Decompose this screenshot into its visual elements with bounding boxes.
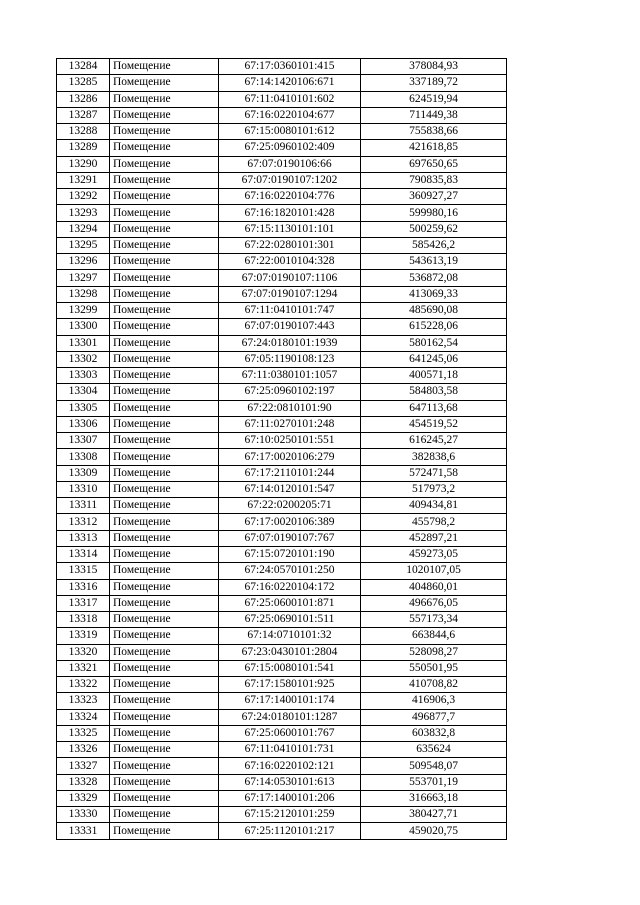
- table-row: [57, 546, 507, 562]
- row-number-cell: 13324: [57, 709, 110, 725]
- cadastral-value-cell: 360927,27: [361, 189, 507, 205]
- object-type-cell: Помещение: [110, 677, 219, 693]
- object-type-cell: Помещение: [110, 237, 219, 253]
- table-row: [57, 823, 507, 839]
- row-number-cell: 13311: [57, 498, 110, 514]
- row-number-cell: 13309: [57, 465, 110, 481]
- table-row: [57, 530, 507, 546]
- cadastral-value-cell: 500259,62: [361, 221, 507, 237]
- row-number-cell: 13319: [57, 628, 110, 644]
- cadastral-number-cell: 67:14:1420106:671: [219, 75, 361, 91]
- table-row: [57, 660, 507, 676]
- row-number-cell: 13330: [57, 807, 110, 823]
- object-type-cell: Помещение: [110, 790, 219, 806]
- table-row: [57, 302, 507, 318]
- cadastral-value-cell: 485690,08: [361, 302, 507, 318]
- object-type-cell: Помещение: [110, 107, 219, 123]
- cadastral-number-cell: 67:14:0120101:547: [219, 481, 361, 497]
- cadastral-number-cell: 67:17:0020106:389: [219, 514, 361, 530]
- object-type-cell: Помещение: [110, 286, 219, 302]
- object-type-cell: Помещение: [110, 189, 219, 205]
- object-type-cell: Помещение: [110, 563, 219, 579]
- cadastral-number-cell: 67:16:1820101:428: [219, 205, 361, 221]
- cadastral-value-cell: 635624: [361, 742, 507, 758]
- object-type-cell: Помещение: [110, 481, 219, 497]
- cadastral-number-cell: 67:25:0600101:767: [219, 725, 361, 741]
- table-row: [57, 628, 507, 644]
- cadastral-number-cell: 67:11:0410101:602: [219, 91, 361, 107]
- object-type-cell: Помещение: [110, 758, 219, 774]
- table-row: [57, 384, 507, 400]
- table-row: [57, 319, 507, 335]
- cadastral-value-cell: 641245,06: [361, 351, 507, 367]
- table-row: [57, 124, 507, 140]
- cadastral-value-cell: 663844,6: [361, 628, 507, 644]
- cadastral-value-cell: 557173,34: [361, 612, 507, 628]
- cadastral-number-cell: 67:07:0190107:1106: [219, 270, 361, 286]
- cadastral-number-cell: 67:16:0220104:172: [219, 579, 361, 595]
- row-number-cell: 13303: [57, 368, 110, 384]
- table-row: [57, 449, 507, 465]
- cadastral-number-cell: 67:22:0010104:328: [219, 254, 361, 270]
- object-type-cell: Помещение: [110, 319, 219, 335]
- cadastral-number-cell: 67:17:1400101:174: [219, 693, 361, 709]
- cadastral-value-cell: 624519,94: [361, 91, 507, 107]
- cadastral-number-cell: 67:07:0190107:443: [219, 319, 361, 335]
- table-row: [57, 189, 507, 205]
- row-number-cell: 13285: [57, 75, 110, 91]
- cadastral-value-cell: 584803,58: [361, 384, 507, 400]
- row-number-cell: 13284: [57, 59, 110, 75]
- cadastral-number-cell: 67:24:0570101:250: [219, 563, 361, 579]
- cadastral-number-cell: 67:15:2120101:259: [219, 807, 361, 823]
- row-number-cell: 13291: [57, 172, 110, 188]
- cadastral-value-cell: 599980,16: [361, 205, 507, 221]
- row-number-cell: 13293: [57, 205, 110, 221]
- row-number-cell: 13298: [57, 286, 110, 302]
- row-number-cell: 13300: [57, 319, 110, 335]
- row-number-cell: 13310: [57, 481, 110, 497]
- table-row: [57, 368, 507, 384]
- row-number-cell: 13304: [57, 384, 110, 400]
- table-row: [57, 612, 507, 628]
- cadastral-number-cell: 67:16:0220104:776: [219, 189, 361, 205]
- cadastral-number-cell: 67:14:0710101:32: [219, 628, 361, 644]
- cadastral-value-cell: 452897,21: [361, 530, 507, 546]
- row-number-cell: 13295: [57, 237, 110, 253]
- cadastral-number-cell: 67:10:0250101:551: [219, 433, 361, 449]
- object-type-cell: Помещение: [110, 75, 219, 91]
- table-row: [57, 286, 507, 302]
- cadastral-number-cell: 67:15:0080101:612: [219, 124, 361, 140]
- table-row: [57, 790, 507, 806]
- table-row: [57, 91, 507, 107]
- object-type-cell: Помещение: [110, 449, 219, 465]
- cadastral-value-cell: 316663,18: [361, 790, 507, 806]
- row-number-cell: 13288: [57, 124, 110, 140]
- object-type-cell: Помещение: [110, 774, 219, 790]
- object-type-cell: Помещение: [110, 335, 219, 351]
- object-type-cell: Помещение: [110, 644, 219, 660]
- row-number-cell: 13317: [57, 595, 110, 611]
- table-row: [57, 351, 507, 367]
- cadastral-value-cell: 400571,18: [361, 368, 507, 384]
- cadastral-value-cell: 413069,33: [361, 286, 507, 302]
- table-row: [57, 644, 507, 660]
- table-row: [57, 498, 507, 514]
- row-number-cell: 13327: [57, 758, 110, 774]
- cadastral-value-cell: 585426,2: [361, 237, 507, 253]
- row-number-cell: 13290: [57, 156, 110, 172]
- table-row: [57, 774, 507, 790]
- cadastral-number-cell: 67:15:0720101:190: [219, 546, 361, 562]
- table-row: [57, 75, 507, 91]
- object-type-cell: Помещение: [110, 823, 219, 839]
- row-number-cell: 13299: [57, 302, 110, 318]
- cadastral-number-cell: 67:17:0020106:279: [219, 449, 361, 465]
- object-type-cell: Помещение: [110, 709, 219, 725]
- row-number-cell: 13301: [57, 335, 110, 351]
- row-number-cell: 13331: [57, 823, 110, 839]
- table-row: [57, 221, 507, 237]
- object-type-cell: Помещение: [110, 465, 219, 481]
- cadastral-value-table: [56, 58, 507, 840]
- cadastral-number-cell: 67:17:0360101:415: [219, 59, 361, 75]
- object-type-cell: Помещение: [110, 612, 219, 628]
- object-type-cell: Помещение: [110, 384, 219, 400]
- object-type-cell: Помещение: [110, 205, 219, 221]
- cadastral-value-cell: 528098,27: [361, 644, 507, 660]
- cadastral-number-cell: 67:22:0200205:71: [219, 498, 361, 514]
- cadastral-value-cell: 550501,95: [361, 660, 507, 676]
- object-type-cell: Помещение: [110, 725, 219, 741]
- cadastral-number-cell: 67:07:0190106:66: [219, 156, 361, 172]
- row-number-cell: 13328: [57, 774, 110, 790]
- object-type-cell: Помещение: [110, 514, 219, 530]
- cadastral-number-cell: 67:24:0180101:1939: [219, 335, 361, 351]
- cadastral-value-cell: 697650,65: [361, 156, 507, 172]
- table-row: [57, 807, 507, 823]
- object-type-cell: Помещение: [110, 302, 219, 318]
- table-row: [57, 563, 507, 579]
- table-row: [57, 205, 507, 221]
- cadastral-number-cell: 67:16:0220104:677: [219, 107, 361, 123]
- object-type-cell: Помещение: [110, 660, 219, 676]
- cadastral-value-cell: 337189,72: [361, 75, 507, 91]
- cadastral-value-cell: 454519,52: [361, 416, 507, 432]
- object-type-cell: Помещение: [110, 546, 219, 562]
- cadastral-number-cell: 67:24:0180101:1287: [219, 709, 361, 725]
- cadastral-number-cell: 67:14:0530101:613: [219, 774, 361, 790]
- cadastral-value-cell: 404860,01: [361, 579, 507, 595]
- table-row: [57, 595, 507, 611]
- object-type-cell: Помещение: [110, 628, 219, 644]
- cadastral-number-cell: 67:22:0810101:90: [219, 400, 361, 416]
- table-body: [57, 59, 507, 840]
- table-row: [57, 725, 507, 741]
- cadastral-number-cell: 67:15:1130101:101: [219, 221, 361, 237]
- object-type-cell: Помещение: [110, 579, 219, 595]
- object-type-cell: Помещение: [110, 693, 219, 709]
- cadastral-value-cell: 421618,85: [361, 140, 507, 156]
- cadastral-value-cell: 509548,07: [361, 758, 507, 774]
- cadastral-value-cell: 616245,27: [361, 433, 507, 449]
- table-row: [57, 693, 507, 709]
- cadastral-number-cell: 67:17:1580101:925: [219, 677, 361, 693]
- table-row: [57, 107, 507, 123]
- object-type-cell: Помещение: [110, 807, 219, 823]
- row-number-cell: 13322: [57, 677, 110, 693]
- cadastral-value-cell: 790835,83: [361, 172, 507, 188]
- table-row: [57, 481, 507, 497]
- row-number-cell: 13312: [57, 514, 110, 530]
- cadastral-value-cell: 378084,93: [361, 59, 507, 75]
- table-row: [57, 514, 507, 530]
- cadastral-number-cell: 67:11:0410101:747: [219, 302, 361, 318]
- object-type-cell: Помещение: [110, 351, 219, 367]
- row-number-cell: 13302: [57, 351, 110, 367]
- row-number-cell: 13294: [57, 221, 110, 237]
- cadastral-number-cell: 67:16:0220102:121: [219, 758, 361, 774]
- cadastral-number-cell: 67:25:0960102:409: [219, 140, 361, 156]
- table-row: [57, 742, 507, 758]
- cadastral-value-cell: 553701,19: [361, 774, 507, 790]
- cadastral-value-cell: 603832,8: [361, 725, 507, 741]
- cadastral-value-cell: 409434,81: [361, 498, 507, 514]
- row-number-cell: 13306: [57, 416, 110, 432]
- cadastral-value-cell: 517973,2: [361, 481, 507, 497]
- table-row: [57, 172, 507, 188]
- cadastral-value-cell: 416906,3: [361, 693, 507, 709]
- cadastral-value-cell: 459273,05: [361, 546, 507, 562]
- cadastral-value-cell: 496877,7: [361, 709, 507, 725]
- cadastral-value-cell: 755838,66: [361, 124, 507, 140]
- row-number-cell: 13286: [57, 91, 110, 107]
- row-number-cell: 13315: [57, 563, 110, 579]
- cadastral-value-cell: 536872,08: [361, 270, 507, 286]
- object-type-cell: Помещение: [110, 221, 219, 237]
- cadastral-value-cell: 410708,82: [361, 677, 507, 693]
- cadastral-number-cell: 67:17:2110101:244: [219, 465, 361, 481]
- object-type-cell: Помещение: [110, 595, 219, 611]
- table-row: [57, 677, 507, 693]
- table-row: [57, 156, 507, 172]
- cadastral-number-cell: 67:17:1400101:206: [219, 790, 361, 806]
- cadastral-number-cell: 67:25:1120101:217: [219, 823, 361, 839]
- cadastral-number-cell: 67:11:0380101:1057: [219, 368, 361, 384]
- table-row: [57, 254, 507, 270]
- row-number-cell: 13287: [57, 107, 110, 123]
- cadastral-value-cell: 459020,75: [361, 823, 507, 839]
- cadastral-number-cell: 67:25:0690101:511: [219, 612, 361, 628]
- cadastral-number-cell: 67:11:0410101:731: [219, 742, 361, 758]
- cadastral-number-cell: 67:23:0430101:2804: [219, 644, 361, 660]
- table-row: [57, 140, 507, 156]
- cadastral-number-cell: 67:07:0190107:767: [219, 530, 361, 546]
- table-row: [57, 758, 507, 774]
- cadastral-value-cell: 572471,58: [361, 465, 507, 481]
- table-row: [57, 433, 507, 449]
- row-number-cell: 13323: [57, 693, 110, 709]
- row-number-cell: 13296: [57, 254, 110, 270]
- cadastral-number-cell: 67:15:0080101:541: [219, 660, 361, 676]
- cadastral-value-cell: 455798,2: [361, 514, 507, 530]
- table-row: [57, 335, 507, 351]
- cadastral-number-cell: 67:22:0280101:301: [219, 237, 361, 253]
- row-number-cell: 13308: [57, 449, 110, 465]
- table-row: [57, 59, 507, 75]
- cadastral-value-cell: 380427,71: [361, 807, 507, 823]
- object-type-cell: Помещение: [110, 91, 219, 107]
- object-type-cell: Помещение: [110, 400, 219, 416]
- object-type-cell: Помещение: [110, 530, 219, 546]
- table-row: [57, 400, 507, 416]
- row-number-cell: 13316: [57, 579, 110, 595]
- cadastral-value-cell: 580162,54: [361, 335, 507, 351]
- cadastral-number-cell: 67:11:0270101:248: [219, 416, 361, 432]
- object-type-cell: Помещение: [110, 416, 219, 432]
- object-type-cell: Помещение: [110, 59, 219, 75]
- cadastral-number-cell: 67:25:0600101:871: [219, 595, 361, 611]
- row-number-cell: 13297: [57, 270, 110, 286]
- object-type-cell: Помещение: [110, 270, 219, 286]
- cadastral-value-cell: 1020107,05: [361, 563, 507, 579]
- object-type-cell: Помещение: [110, 156, 219, 172]
- row-number-cell: 13329: [57, 790, 110, 806]
- cadastral-value-cell: 496676,05: [361, 595, 507, 611]
- cadastral-value-cell: 647113,68: [361, 400, 507, 416]
- object-type-cell: Помещение: [110, 254, 219, 270]
- row-number-cell: 13305: [57, 400, 110, 416]
- table-row: [57, 237, 507, 253]
- cadastral-number-cell: 67:05:1190108:123: [219, 351, 361, 367]
- cadastral-value-cell: 382838,6: [361, 449, 507, 465]
- row-number-cell: 13314: [57, 546, 110, 562]
- object-type-cell: Помещение: [110, 498, 219, 514]
- row-number-cell: 13292: [57, 189, 110, 205]
- object-type-cell: Помещение: [110, 172, 219, 188]
- row-number-cell: 13321: [57, 660, 110, 676]
- cadastral-value-cell: 711449,38: [361, 107, 507, 123]
- row-number-cell: 13325: [57, 725, 110, 741]
- object-type-cell: Помещение: [110, 742, 219, 758]
- table-row: [57, 416, 507, 432]
- object-type-cell: Помещение: [110, 140, 219, 156]
- cadastral-value-cell: 543613,19: [361, 254, 507, 270]
- row-number-cell: 13313: [57, 530, 110, 546]
- table-row: [57, 465, 507, 481]
- row-number-cell: 13289: [57, 140, 110, 156]
- row-number-cell: 13326: [57, 742, 110, 758]
- table-row: [57, 270, 507, 286]
- row-number-cell: 13318: [57, 612, 110, 628]
- cadastral-number-cell: 67:07:0190107:1202: [219, 172, 361, 188]
- object-type-cell: Помещение: [110, 368, 219, 384]
- table-row: [57, 709, 507, 725]
- table-row: [57, 579, 507, 595]
- cadastral-number-cell: 67:07:0190107:1294: [219, 286, 361, 302]
- row-number-cell: 13307: [57, 433, 110, 449]
- row-number-cell: 13320: [57, 644, 110, 660]
- object-type-cell: Помещение: [110, 124, 219, 140]
- cadastral-number-cell: 67:25:0960102:197: [219, 384, 361, 400]
- cadastral-value-cell: 615228,06: [361, 319, 507, 335]
- object-type-cell: Помещение: [110, 433, 219, 449]
